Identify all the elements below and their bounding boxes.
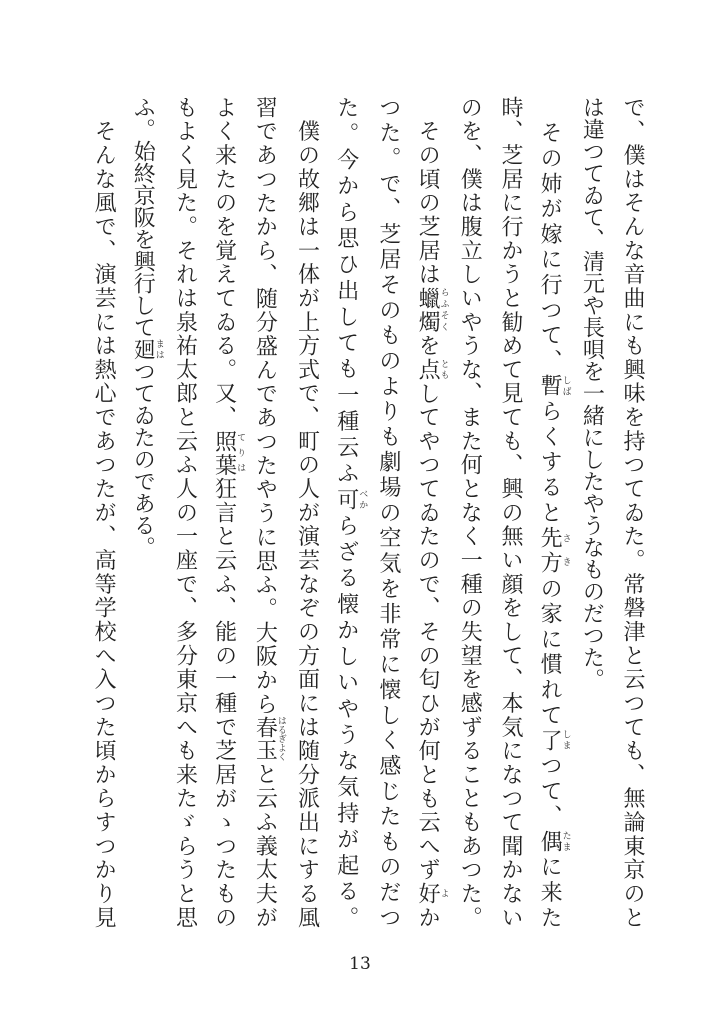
text-line — [245, 96, 286, 928]
text-run: つて、 — [537, 754, 563, 831]
ruby-base: 蠟燭 — [415, 286, 441, 335]
text-run: 僕の故郷は一体が上方式で、町の人が演芸なぞの方面には随分派出にする風 — [294, 96, 320, 928]
text-run: は違つてゐて、清元や長唄を一緒にしたやうなものだつた。 — [579, 96, 605, 690]
text-line — [327, 96, 368, 928]
text-line — [204, 96, 245, 928]
text-run: つてゐたのである。 — [130, 360, 156, 558]
text-run: のを、僕は腹立しいやうな、また何となく一種の失望を感ずることもあつた。 — [457, 96, 483, 928]
ruby-word — [130, 338, 164, 360]
text-run: その頃の芝居は — [415, 96, 441, 287]
ruby-base: 了 — [537, 728, 563, 755]
text-line — [367, 96, 408, 928]
ruby-reading: はるぎよく — [275, 716, 286, 762]
ruby-base: 照葉 — [211, 429, 237, 478]
ruby-reading: しま — [560, 728, 571, 751]
ruby-word — [415, 358, 449, 382]
ruby-base: 暫 — [537, 374, 563, 400]
ruby-word — [537, 728, 571, 755]
text-run: で、僕はそんな音曲にも興味を持つてゐた。常磐津と云つても、無論東京のと — [620, 96, 645, 928]
ruby-word — [537, 526, 571, 577]
text-run: た。今から思ひ出しても一種云ふ — [333, 96, 359, 488]
ruby-word — [537, 374, 571, 400]
text-run: 時、芝居に行かうと勧めて見ても、興の無い顔をして、本気になつて聞かない — [497, 96, 523, 928]
text-run: してやつてゐたので、その匂ひが何とも云へず — [415, 381, 441, 883]
ruby-reading: しば — [560, 374, 571, 397]
ruby-reading: まは — [153, 338, 164, 360]
text-run: その姉が嫁に行つて、 — [537, 96, 563, 375]
text-run: ふ。始終京阪を興行して — [130, 96, 156, 338]
ruby-reading: さき — [560, 526, 571, 574]
text-line — [489, 96, 530, 928]
ruby-word — [537, 830, 571, 856]
text-run: そんな風で、演芸には熱心であつたが、高等学校へ入つた頃からすつかり見 — [91, 96, 117, 928]
text-line — [123, 96, 164, 928]
ruby-reading: べか — [357, 487, 368, 510]
body-text — [82, 96, 652, 928]
page-number: 13 — [349, 954, 371, 974]
text-run: つた。で、芝居そのものよりも劇場の空気を非常に懐しく感じたものだつ — [375, 96, 401, 928]
text-run: を — [415, 334, 441, 359]
text-run: か — [415, 906, 441, 929]
text-line — [611, 96, 652, 928]
text-run: らくすると — [537, 399, 563, 527]
ruby-reading: よ — [438, 882, 449, 905]
ruby-base: 偶 — [537, 830, 563, 856]
text-line — [286, 96, 327, 928]
ruby-word — [211, 429, 246, 478]
ruby-word — [415, 882, 449, 907]
text-run: 習であつたから、随分盛んであつたやうに思ふ。大阪から — [252, 96, 278, 717]
text-line — [408, 96, 449, 928]
text-run: よく来たのを覚えてゐる。又、 — [211, 96, 237, 430]
ruby-base: 可 — [333, 487, 359, 515]
text-run: らざる懐かしいやうな気持が起る。 — [333, 514, 359, 929]
ruby-base: 廻 — [130, 338, 156, 360]
text-run: に来た — [537, 855, 563, 928]
ruby-base: 好 — [415, 882, 441, 907]
ruby-reading: らふそく — [438, 286, 449, 333]
ruby-reading: たま — [560, 830, 571, 853]
ruby-word — [252, 716, 286, 762]
text-run: の家に慣れて — [537, 576, 563, 729]
ruby-base: 点 — [415, 358, 441, 382]
ruby-reading: てりは — [235, 429, 246, 476]
ruby-base: 先方 — [537, 526, 563, 577]
text-line — [449, 96, 490, 928]
text-run: と云ふ義太夫が — [252, 760, 278, 929]
ruby-reading: とも — [438, 358, 449, 381]
text-line — [530, 96, 571, 928]
ruby-word — [333, 487, 368, 515]
ruby-base: 春玉 — [252, 716, 278, 762]
text-run: もよく見た。それは泉祐太郎と云ふ人の一座で、多分東京へも来たゞらうと思 — [172, 96, 198, 928]
ruby-word — [415, 286, 449, 335]
text-run: 狂言と云ふ、能の一種で芝居がゝつたもの — [211, 477, 237, 929]
text-line — [82, 96, 123, 928]
text-line — [571, 96, 612, 928]
text-line — [164, 96, 205, 928]
